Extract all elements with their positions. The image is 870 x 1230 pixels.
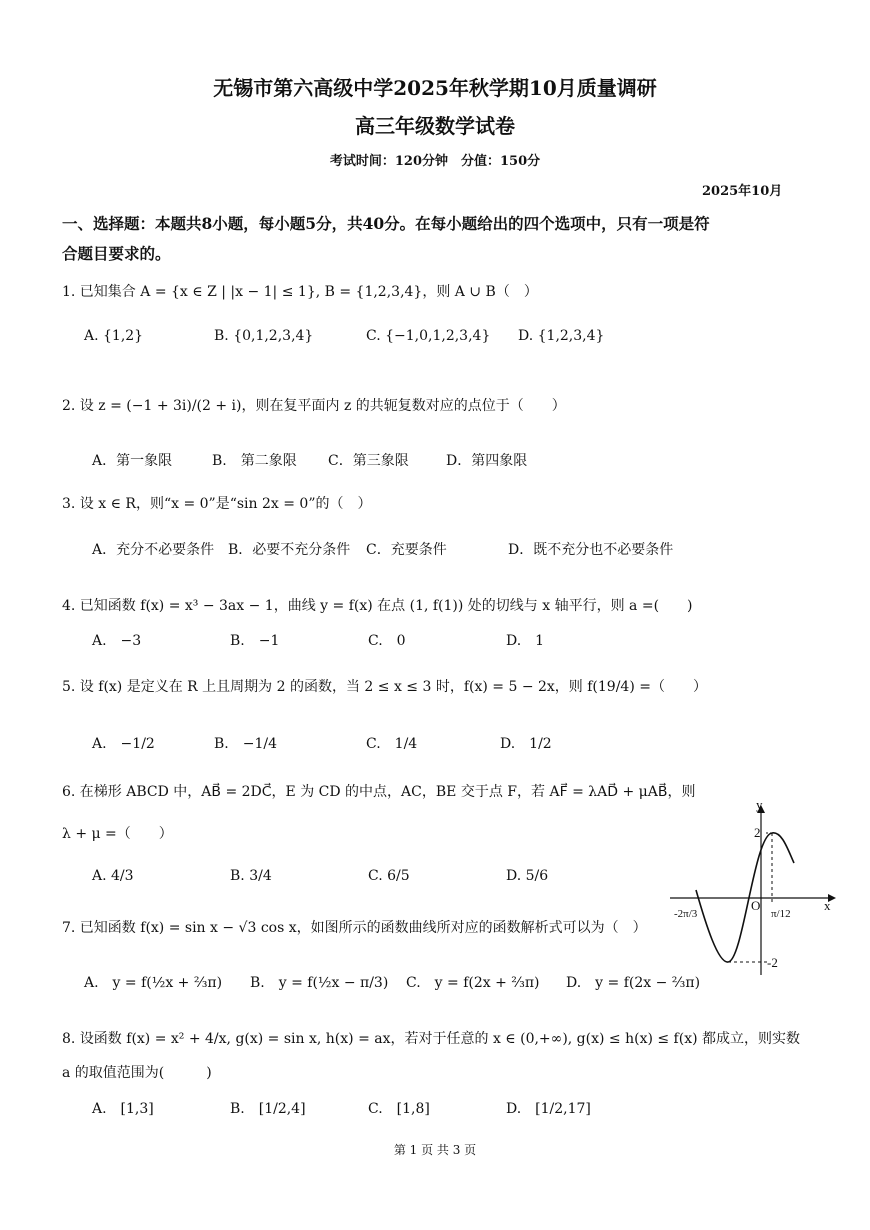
question-7-option-c[interactable]: C. y = f(2x + ⅔π) — [406, 975, 540, 991]
question-6-stem: 6. 在梯形 ABCD 中，AB⃗ = 2DC⃗，E 为 CD 的中点，AC，BE 交于点 F，若 AF⃗ = λAD⃗ + μAB⃗，则 — [62, 784, 696, 800]
question-6-stem-continued: λ + μ =（ ） — [62, 826, 173, 842]
question-4-option-c[interactable]: C. 0 — [368, 633, 406, 649]
question-7-option-d[interactable]: D. y = f(2x − ⅔π) — [566, 975, 701, 991]
question-4-option-b[interactable]: B. −1 — [230, 633, 280, 649]
section-heading-line2: 合题目要求的。 — [62, 244, 171, 263]
question-1-option-d[interactable]: D. {1,2,3,4} — [518, 328, 605, 344]
question-7-stem: 7. 已知函数 f(x) = sin x − √3 cos x，如图所示的函数曲线所对应的函数解析式可以为（ ） — [62, 920, 647, 936]
question-8-option-d[interactable]: D. [1/2,17] — [506, 1101, 591, 1117]
question-7-option-a[interactable]: A. y = f(½x + ⅔π) — [84, 975, 223, 991]
question-2-option-a[interactable]: A．第一象限 — [92, 453, 173, 469]
question-6-option-c[interactable]: C. 6/5 — [368, 868, 410, 884]
page-footer: 第 1 页 共 3 页 — [393, 1143, 477, 1157]
question-1-option-a[interactable]: A. {1,2} — [84, 328, 144, 344]
question-5-option-a[interactable]: A. −1/2 — [92, 736, 155, 752]
exam-date: 2025年10月 — [702, 184, 783, 199]
question-5-option-d[interactable]: D. 1/2 — [500, 736, 552, 752]
question-4-stem: 4. 已知函数 f(x) = x³ − 3ax − 1，曲线 y = f(x) 在点 (1, f(1)) 处的切线与 x 轴平行，则 a =( ) — [62, 598, 693, 614]
question-3-option-b[interactable]: B．必要不充分条件 — [228, 542, 351, 558]
question-8-option-b[interactable]: B. [1/2,4] — [230, 1101, 306, 1117]
question-8-option-c[interactable]: C. [1,8] — [368, 1101, 430, 1117]
exam-info: 考试时间：120分钟 分值：150分 — [329, 154, 541, 169]
question-7-option-b[interactable]: B. y = f(½x − π/3) — [250, 975, 389, 991]
question-2-option-b[interactable]: B. 第二象限 — [212, 453, 297, 469]
question-2-option-d[interactable]: D．第四象限 — [446, 453, 528, 469]
question-1-option-b[interactable]: B. {0,1,2,3,4} — [214, 328, 314, 344]
origin-label: O — [751, 898, 761, 913]
page-subtitle: 高三年级数学试卷 — [355, 114, 515, 138]
question-3-option-d[interactable]: D．既不充分也不必要条件 — [508, 542, 674, 558]
question-5-option-c[interactable]: C. 1/4 — [366, 736, 418, 752]
y-axis-label: y — [756, 797, 763, 812]
question-5-stem: 5. 设 f(x) 是定义在 R 上且周期为 2 的函数，当 2 ≤ x ≤ 3 时，f(x) = 5 − 2x，则 f(19/4) =（ ） — [62, 679, 707, 695]
page-title: 无锡市第六高级中学2025年秋学期10月质量调研 — [213, 76, 657, 100]
y-min-label: -2 — [767, 955, 778, 970]
question-8-stem-continued: a 的取值范围为( ) — [62, 1065, 212, 1081]
question-8-stem: 8. 设函数 f(x) = x² + 4/x, g(x) = sin x, h(x) = ax，若对于任意的 x ∈ (0,+∞), g(x) ≤ h(x) ≤ f(x) 都成立，则实数 — [62, 1031, 801, 1047]
question-1-stem: 1. 已知集合 A = {x ∈ Z | |x − 1| ≤ 1}, B = {1,2,3,4}，则 A ∪ B（ ） — [62, 284, 538, 300]
question-5-option-b[interactable]: B. −1/4 — [214, 736, 277, 752]
question-3-stem: 3. 设 x ∈ R，则“x = 0”是“sin 2x = 0”的（ ） — [62, 496, 372, 512]
question-3-option-a[interactable]: A．充分不必要条件 — [92, 542, 215, 558]
question-2-stem: 2. 设 z = (−1 + 3i)/(2 + i)，则在复平面内 z 的共轭复数对应的点位于（ ） — [62, 398, 566, 414]
x-axis-label: x — [824, 898, 831, 913]
x-right-label: π/12 — [771, 908, 791, 920]
question-1-option-c[interactable]: C. {−1,0,1,2,3,4} — [366, 328, 491, 344]
x-left-label: -2π/3 — [674, 908, 698, 920]
section-heading-line1: 一、选择题：本题共8小题，每小题5分，共40分。在每小题给出的四个选项中，只有一项是符 — [62, 214, 710, 233]
question-2-option-c[interactable]: C．第三象限 — [328, 453, 409, 469]
function-graph — [668, 795, 838, 980]
question-3-option-c[interactable]: C．充要条件 — [366, 542, 447, 558]
question-6-option-a[interactable]: A. 4/3 — [92, 868, 134, 884]
question-8-option-a[interactable]: A. [1,3] — [92, 1101, 154, 1117]
question-6-option-d[interactable]: D. 5/6 — [506, 868, 549, 884]
question-6-option-b[interactable]: B. 3/4 — [230, 868, 272, 884]
y-max-label: 2 — [754, 825, 761, 840]
question-4-option-a[interactable]: A. −3 — [92, 633, 142, 649]
question-4-option-d[interactable]: D. 1 — [506, 633, 545, 649]
